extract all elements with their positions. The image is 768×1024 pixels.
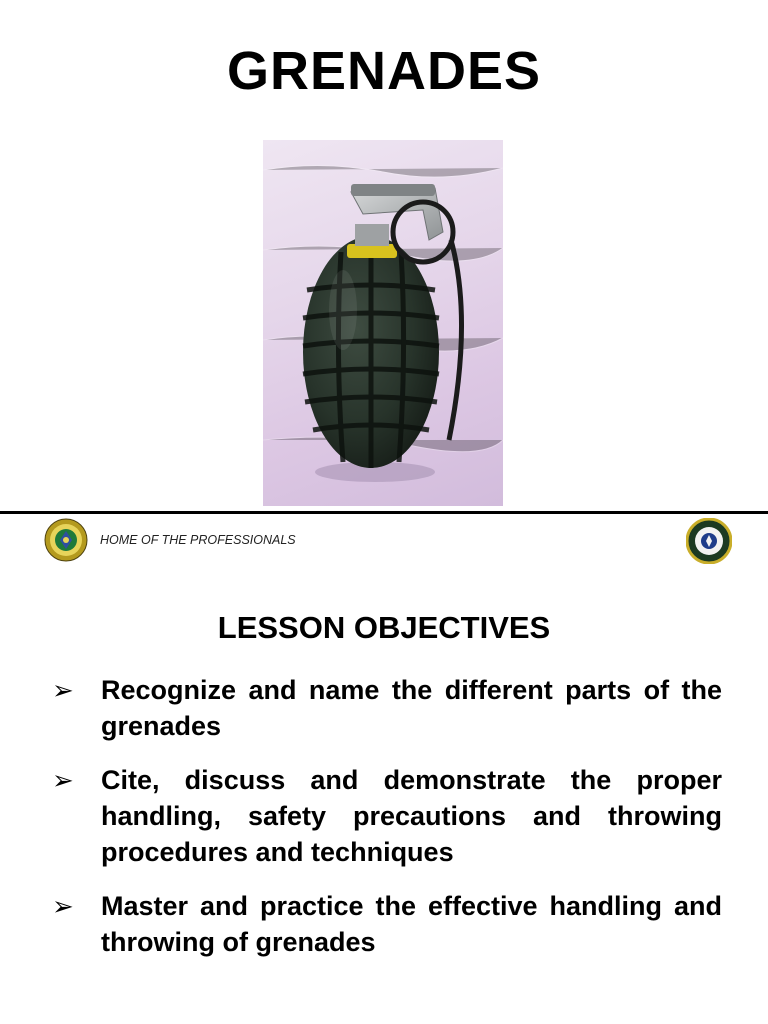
left-seal-icon: [44, 518, 88, 562]
right-seal-icon: [686, 518, 732, 564]
lesson-objectives-heading: LESSON OBJECTIVES: [217, 610, 551, 645]
objectives-list: [50, 672, 722, 978]
arrow-bullet-icon: ➢: [52, 765, 74, 795]
slide-title: GRENADES: [226, 41, 542, 101]
list-item: [50, 888, 722, 960]
grenade-illustration: [263, 140, 503, 506]
grenade-photo: [263, 140, 503, 506]
arrow-bullet-icon: ➢: [52, 675, 74, 705]
objective-text: Cite, discuss and demonstrate the proper handling, safety precautions and throwing procedures and techniques: [101, 765, 722, 867]
objective-text: Recognize and name the different parts of the grenades: [101, 675, 722, 741]
objective-text: Master and practice the effective handling and throwing of grenades: [101, 891, 722, 957]
header-tagline: HOME OF THE PROFESSIONALS: [100, 533, 296, 547]
list-item: [50, 762, 722, 870]
objectives-slide: [0, 514, 768, 1024]
list-item: [50, 672, 722, 744]
arrow-bullet-icon: ➢: [52, 891, 74, 921]
